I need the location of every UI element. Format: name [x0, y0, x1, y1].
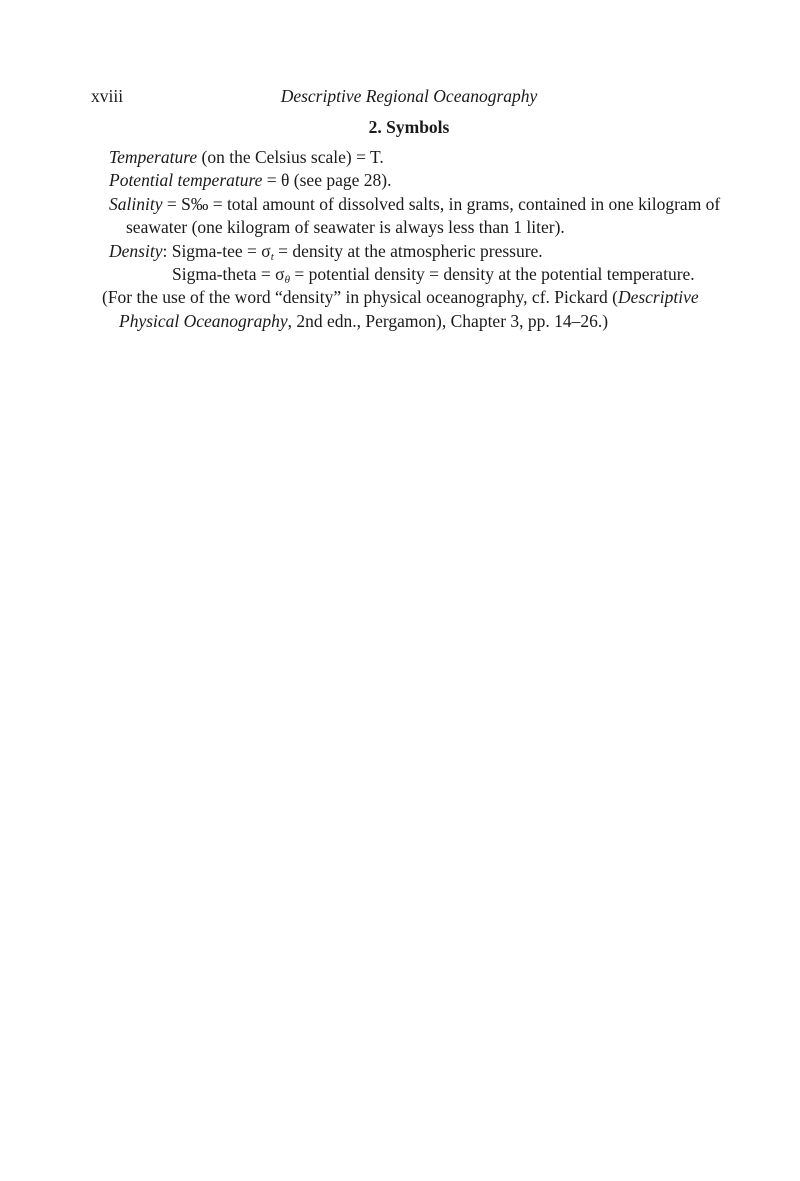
sigma-t-definition: = density at the atmospheric pressure.	[273, 240, 543, 261]
entry-density-sigma-theta	[109, 263, 731, 286]
definition-potential-temperature: = θ (see page 28).	[262, 170, 392, 191]
sigma-t-subscript: t	[270, 250, 274, 263]
sigma-theta-definition: = potential density = density at the potential temperature.	[290, 264, 695, 285]
page-number: xviii	[91, 86, 124, 106]
entry-potential-temperature	[109, 169, 731, 192]
book-title: Descriptive Regional Oceanography	[280, 86, 538, 106]
sigma-theta-subscript: θ	[284, 274, 291, 287]
section-title: 2. Symbols	[368, 117, 450, 137]
definition-temperature: (on the Celsius scale) = T.	[197, 147, 384, 167]
entry-salinity	[109, 193, 731, 240]
note-after: , 2nd edn., Pergamon), Chapter 3, pp. 14–26.)	[287, 310, 609, 331]
term-density: Density	[109, 240, 163, 261]
definition-salinity: = S‰ = total amount of dissolved salts, in grams, contained in one kilogram of seawater (one kilogram of seawater is always less than 1 liter).	[126, 193, 721, 238]
reference-note	[102, 286, 731, 333]
note-before: (For the use of the word “density” in physical oceanography, cf. Pickard (	[102, 287, 618, 308]
entry-density-sigma-t	[109, 240, 731, 263]
term-temperature: Temperature	[109, 147, 198, 167]
note-book-title: Descriptive Physical Oceanography	[119, 287, 699, 331]
entry-temperature	[109, 146, 731, 169]
term-potential-temperature: Potential temperature	[109, 170, 263, 191]
term-salinity: Salinity	[109, 193, 163, 214]
sigma-t-prefix: : Sigma-tee = σ	[162, 240, 271, 261]
running-head	[91, 86, 727, 110]
sigma-theta-prefix: Sigma-theta = σ	[172, 264, 285, 285]
symbols-list	[102, 146, 731, 333]
